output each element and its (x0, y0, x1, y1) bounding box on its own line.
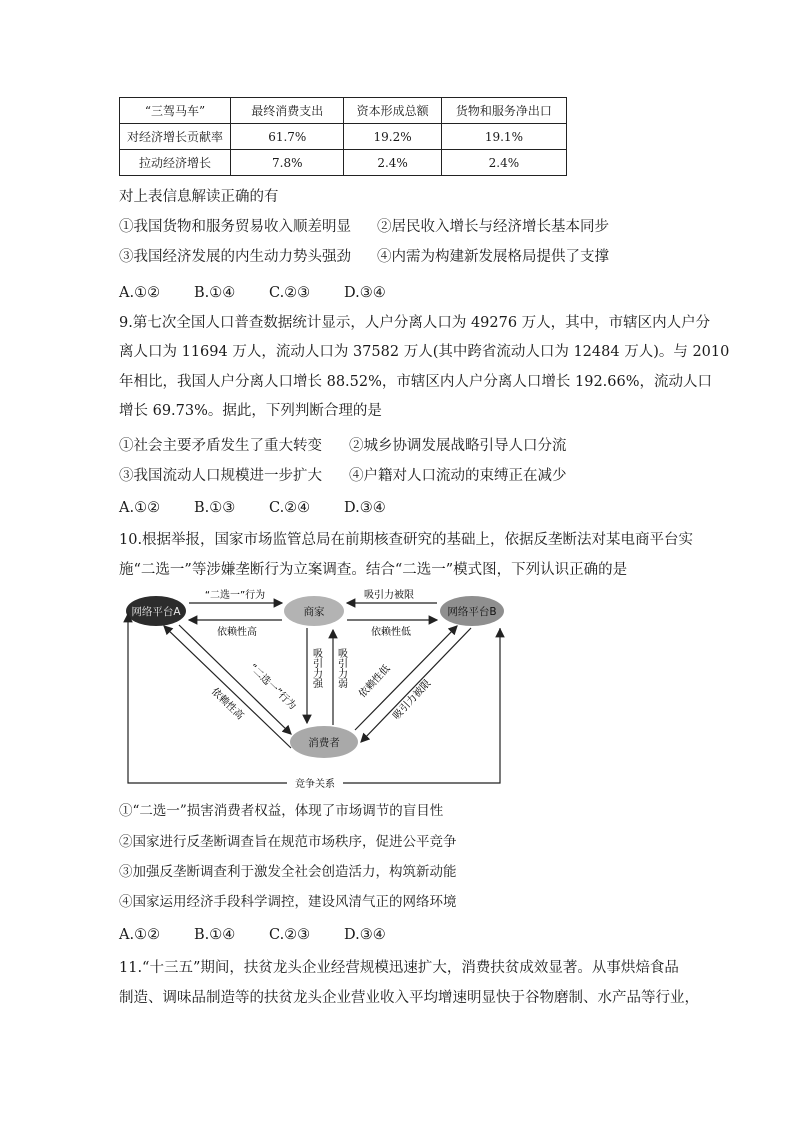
table-cell: 拉动经济增长 (120, 150, 231, 176)
arrow-merchant-a-label: 依赖性高 (217, 627, 257, 638)
q10-option: ③加强反垄断调查利于激发全社会创造活力，构筑新动能 (119, 864, 457, 880)
table-header-cell: 货物和服务净出口 (441, 98, 566, 124)
q8-option: ④内需为构建新发展格局提供了支撑 (377, 249, 609, 265)
q10-text-line: 施“二选一”等涉嫌垄断行为立案调查。结合“二选一”模式图，下列认识正确的是 (119, 562, 628, 578)
table-row (120, 124, 567, 150)
q8-choice[interactable]: B.①④ (194, 285, 236, 301)
table-cell: 2.4% (441, 150, 566, 176)
q10-choice[interactable]: C.②③ (269, 927, 311, 943)
q9-options-row-1 (119, 436, 567, 456)
table-cell: 对经济增长贡献率 (120, 124, 231, 150)
table-header-cell: 资本形成总额 (344, 98, 441, 124)
q9-choices (119, 498, 386, 518)
q9-choice[interactable]: D.③④ (344, 500, 386, 516)
arrow-merchant-consumer-label: 吸引力强 (310, 648, 322, 688)
table-cell: 19.2% (344, 124, 441, 150)
q9-text-line: 年相比，我国人户分离人口增长 88.52%，市辖区内人户分离人口增长 192.66%，流动人口 (119, 374, 713, 390)
q10-text-line: 10.根据举报，国家市场监管总局在前期核查研究的基础上，依据反垄断法对某电商平台实 (119, 532, 694, 548)
q10-choices (119, 925, 386, 945)
table-header-cell: “三驾马车” (120, 98, 231, 124)
q8-choice[interactable]: A.①② (119, 285, 161, 301)
q8-options-row-2 (119, 247, 609, 267)
platform-b-label: 网络平台B (447, 606, 497, 618)
table-header-cell: 最终消费支出 (231, 98, 344, 124)
q10-choice[interactable]: A.①② (119, 927, 161, 943)
merchant-label: 商家 (303, 606, 325, 618)
consumer-label: 消费者 (308, 737, 340, 749)
arrow-b-merchant-label: 吸引力被限 (364, 590, 414, 601)
q8-option: ①我国货物和服务贸易收入顺差明显 (119, 219, 351, 235)
q9-choice[interactable]: B.①③ (194, 500, 236, 516)
q8-option: ②居民收入增长与经济增长基本同步 (377, 219, 609, 235)
q9-option: ④户籍对人口流动的束缚正在减少 (349, 468, 567, 484)
competition-bracket (128, 612, 500, 783)
q10-option: ④国家运用经济手段科学调控，建设风清气正的网络环境 (119, 894, 457, 910)
table-row (120, 150, 567, 176)
table-cell: 2.4% (344, 150, 441, 176)
table-cell: 7.8% (231, 150, 344, 176)
arrow-consumer-b-label: 依赖性低 (357, 663, 393, 701)
q10-choice[interactable]: B.①④ (194, 927, 236, 943)
arrow-a-consumer-label: “二选一”行为 (246, 662, 298, 713)
arrow-a-merchant-label: “二选一”行为 (204, 590, 266, 601)
q9-choice[interactable]: A.①② (119, 500, 161, 516)
arrow-b-consumer-label: 吸引力被限 (391, 677, 434, 723)
q9-option: ③我国流动人口规模进一步扩大 (119, 468, 322, 484)
q9-text-line: 9.第七次全国人口普查数据统计显示，人户分离人口为 49276 万人，其中，市辖区内人户分 (119, 315, 711, 331)
competition-label: 竞争关系 (295, 779, 335, 790)
q8-prompt: 对上表信息解读正确的有 (119, 189, 279, 205)
q10-option: ①“二选一”损害消费者权益，体现了市场调节的盲目性 (119, 803, 444, 819)
arrow-merchant-b-label: 依赖性低 (371, 627, 411, 638)
q9-text-line: 增长 69.73%。据此，下列判断合理的是 (119, 403, 382, 419)
q8-choice[interactable]: D.③④ (344, 285, 386, 301)
table-header-row (120, 98, 567, 124)
q9-choice[interactable]: C.②④ (269, 500, 311, 516)
arrow-consumer-a-label: 依赖性高 (208, 686, 246, 722)
q9-option: ①社会主要矛盾发生了重大转变 (119, 438, 322, 454)
q10-option: ②国家进行反垄断调查旨在规范市场秩序，促进公平竞争 (119, 834, 457, 850)
two-choose-one-diagram (119, 588, 509, 798)
economy-table (119, 97, 567, 176)
q10-choice[interactable]: D.③④ (344, 927, 386, 943)
platform-a-label: 网络平台A (131, 606, 181, 618)
q9-options-row-2 (119, 466, 567, 486)
q11-text-line: 制造、调味品制造等的扶贫龙头企业营业收入平均增速明显快于谷物磨制、水产品等行业， (119, 990, 699, 1006)
table-cell: 19.1% (441, 124, 566, 150)
q8-choices (119, 283, 386, 303)
q8-options-row-1 (119, 217, 609, 237)
q9-option: ②城乡协调发展战略引导人口分流 (349, 438, 567, 454)
q11-text-line: 11.“十三五”期间，扶贫龙头企业经营规模迅速扩大，消费扶贫成效显著。从事烘焙食品 (119, 960, 679, 976)
q8-option: ③我国经济发展的内生动力势头强劲 (119, 249, 351, 265)
arrow-consumer-merchant-label: 吸引力弱 (335, 648, 347, 688)
q8-choice[interactable]: C.②③ (269, 285, 311, 301)
table-cell: 61.7% (231, 124, 344, 150)
diagram-svg (119, 588, 509, 798)
q9-text-line: 离人口为 11694 万人，流动人口为 37582 万人(其中跨省流动人口为 12484 万人)。与 2010 (119, 344, 730, 360)
